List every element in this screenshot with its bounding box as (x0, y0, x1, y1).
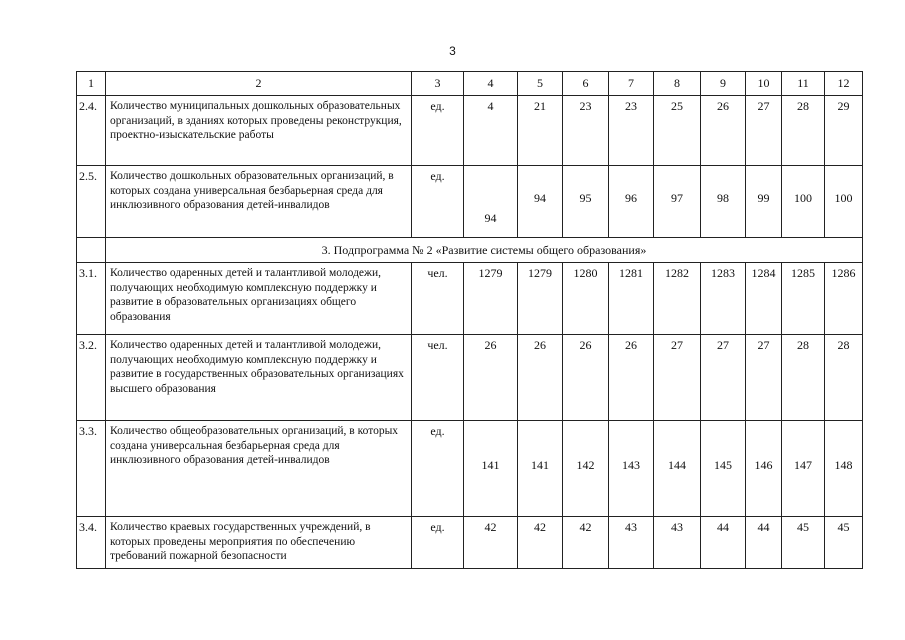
table-row (77, 263, 863, 335)
indicator-description: Количество общеобразовательных организаций, в которых создана универсальная безбарьерная среда для инклюзивного образования детей-инвалидов (106, 421, 412, 517)
header-cell: 4 (464, 72, 518, 96)
table-row (77, 335, 863, 421)
unit-cell: чел. (412, 263, 464, 335)
value-cell: 23 (609, 96, 654, 166)
row-number: 2.5. (77, 166, 106, 238)
table-header-row (77, 72, 863, 96)
value-cell: 1283 (701, 263, 746, 335)
header-cell: 11 (782, 72, 825, 96)
value-cell: 25 (654, 96, 701, 166)
value-cell: 26 (609, 335, 654, 421)
value-cell: 45 (825, 517, 863, 569)
table-row (77, 421, 863, 517)
value-cell: 29 (825, 96, 863, 166)
value-cell: 97 (654, 166, 701, 238)
header-cell: 3 (412, 72, 464, 96)
value-cell: 26 (464, 335, 518, 421)
indicator-description: Количество одаренных детей и талантливой молодежи, получающих необходимую комплексную поддержку и развитие в образовательных организациях общего образования (106, 263, 412, 335)
section-num-cell (77, 238, 106, 263)
value-cell: 95 (563, 166, 609, 238)
value-cell: 23 (563, 96, 609, 166)
value-cell: 147 (782, 421, 825, 517)
value-cell: 26 (701, 96, 746, 166)
value-cell: 100 (825, 166, 863, 238)
section-title: 3. Подпрограмма № 2 «Развитие системы общего образования» (106, 238, 863, 263)
header-cell: 7 (609, 72, 654, 96)
header-cell: 10 (746, 72, 782, 96)
indicator-description: Количество краевых государственных учреждений, в которых проведены мероприятия по обеспечению требований пожарной безопасности (106, 517, 412, 569)
page-number: 3 (449, 44, 456, 58)
value-cell: 45 (782, 517, 825, 569)
value-cell: 26 (563, 335, 609, 421)
value-cell: 21 (518, 96, 563, 166)
header-cell: 6 (563, 72, 609, 96)
value-cell: 44 (746, 517, 782, 569)
value-cell: 1282 (654, 263, 701, 335)
header-cell: 12 (825, 72, 863, 96)
value-cell: 94 (464, 166, 518, 238)
row-number: 2.4. (77, 96, 106, 166)
header-cell: 2 (106, 72, 412, 96)
indicator-description: Количество дошкольных образовательных организаций, в которых создана универсальная безбарьерная среда для инклюзивного образования детей-инвалидов (106, 166, 412, 238)
value-cell: 43 (609, 517, 654, 569)
value-cell: 145 (701, 421, 746, 517)
value-cell: 99 (746, 166, 782, 238)
value-cell: 98 (701, 166, 746, 238)
value-cell: 44 (701, 517, 746, 569)
indicator-description: Количество одаренных детей и талантливой молодежи, получающих необходимую комплексную поддержку и развитие в государственных образовательных организациях высшего образования (106, 335, 412, 421)
value-cell: 42 (518, 517, 563, 569)
unit-cell: ед. (412, 517, 464, 569)
row-number: 3.3. (77, 421, 106, 517)
table-row (77, 517, 863, 569)
header-cell: 8 (654, 72, 701, 96)
value-cell: 4 (464, 96, 518, 166)
row-number: 3.2. (77, 335, 106, 421)
row-number: 3.1. (77, 263, 106, 335)
value-cell: 1280 (563, 263, 609, 335)
value-cell: 143 (609, 421, 654, 517)
value-cell: 1279 (518, 263, 563, 335)
value-cell: 42 (464, 517, 518, 569)
header-cell: 5 (518, 72, 563, 96)
value-cell: 27 (746, 96, 782, 166)
table-row (77, 166, 863, 238)
value-cell: 146 (746, 421, 782, 517)
value-cell: 141 (464, 421, 518, 517)
unit-cell: чел. (412, 335, 464, 421)
value-cell: 1284 (746, 263, 782, 335)
value-cell: 27 (746, 335, 782, 421)
value-cell: 1285 (782, 263, 825, 335)
value-cell: 148 (825, 421, 863, 517)
value-cell: 144 (654, 421, 701, 517)
row-number: 3.4. (77, 517, 106, 569)
value-cell: 28 (782, 96, 825, 166)
section-row (77, 238, 863, 263)
value-cell: 142 (563, 421, 609, 517)
unit-cell: ед. (412, 96, 464, 166)
unit-cell: ед. (412, 166, 464, 238)
header-cell: 1 (77, 72, 106, 96)
value-cell: 1286 (825, 263, 863, 335)
value-cell: 42 (563, 517, 609, 569)
value-cell: 26 (518, 335, 563, 421)
unit-cell: ед. (412, 421, 464, 517)
indicator-description: Количество муниципальных дошкольных образовательных организаций, в зданиях которых проведены реконструкция, проектно-изыскательские работы (106, 96, 412, 166)
value-cell: 1279 (464, 263, 518, 335)
value-cell: 94 (518, 166, 563, 238)
indicators-table (76, 71, 863, 569)
value-cell: 43 (654, 517, 701, 569)
value-cell: 141 (518, 421, 563, 517)
value-cell: 27 (701, 335, 746, 421)
table-row (77, 96, 863, 166)
value-cell: 1281 (609, 263, 654, 335)
value-cell: 28 (825, 335, 863, 421)
header-cell: 9 (701, 72, 746, 96)
value-cell: 100 (782, 166, 825, 238)
value-cell: 96 (609, 166, 654, 238)
value-cell: 27 (654, 335, 701, 421)
value-cell: 28 (782, 335, 825, 421)
